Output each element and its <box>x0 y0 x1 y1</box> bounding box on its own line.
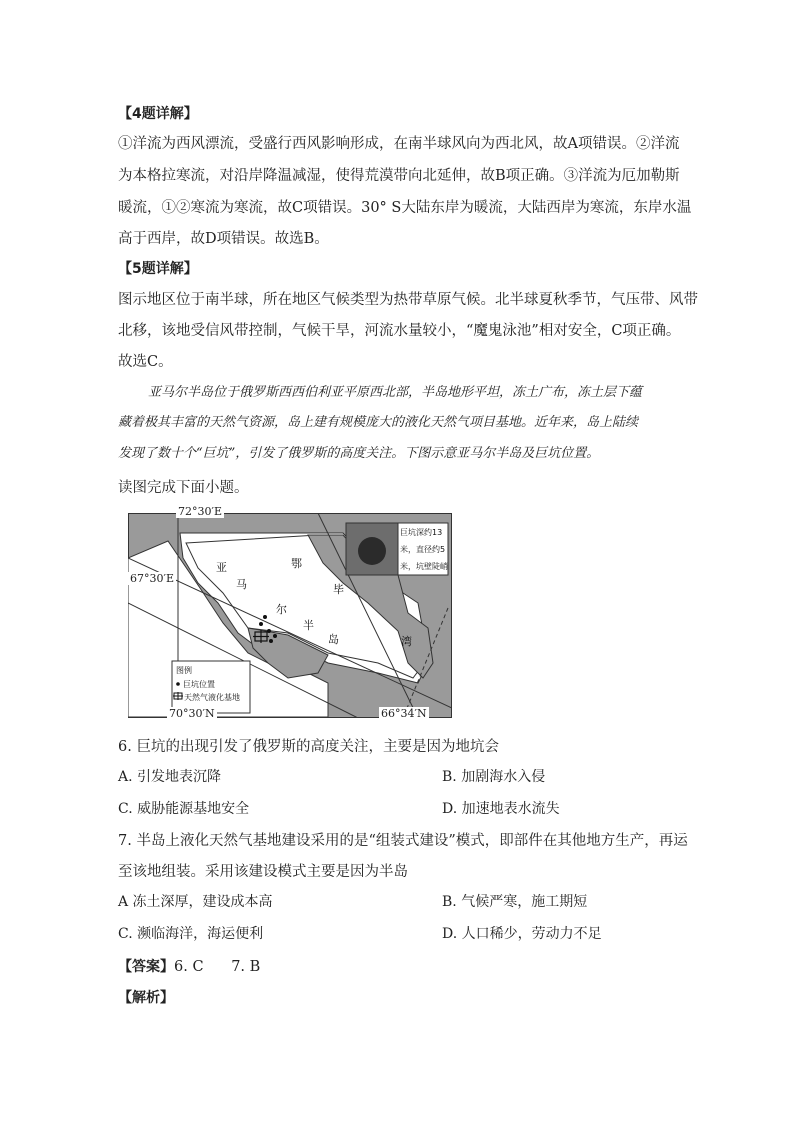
yamal-peninsula-map <box>128 513 452 718</box>
answer-label: 【答案】 <box>118 959 174 975</box>
crater-dot <box>259 622 263 626</box>
q5-heading: 【5题详解】 <box>118 261 198 277</box>
peninsula-char-5: 岛 <box>328 633 339 646</box>
peninsula-char-4: 半 <box>303 619 314 632</box>
q7-stem-line-2: 至该地组装。采用该建设模式主要是因为半岛 <box>118 864 408 880</box>
bay-char-1: 鄂 <box>291 557 302 570</box>
q7-option-a: A 冻土深厚，建设成本高 <box>118 894 273 910</box>
q5-line-2: 北移，该地受信风带控制，气候干旱，河流水量较小，“魔鬼泳池”相对安全，C项正确。 <box>118 323 681 339</box>
crater-dot <box>269 639 273 643</box>
q4-line-4: 高于西岸，故D项错误。故选B。 <box>118 231 329 247</box>
passage-line-1: 亚马尔半岛位于俄罗斯西西伯利亚平原西北部，半岛地形平坦，冻土广布，冻土层下蕴 <box>148 385 643 400</box>
bay-char-2: 毕 <box>333 583 344 596</box>
q7-stem-line-1: 7. 半岛上液化天然气基地建设采用的是“组装式建设”模式，即部件在其他地方生产，再运 <box>118 833 688 849</box>
q4-line-3: 暖流，①②寒流为寒流，故C项错误。30° S大陆东岸为暖流，大陆西岸为寒流，东岸水温 <box>118 200 692 216</box>
answer-line <box>118 951 678 983</box>
q5-line-1: 图示地区位于南半球，所在地区气候类型为热带草原气候。北半球夏秋季节，气压带、风带 <box>118 292 698 308</box>
passage-line-3: 发现了数十个“巨坑”，引发了俄罗斯的高度关注。下图示意亚马尔半岛及巨坑位置。 <box>118 446 600 461</box>
crater-dot <box>267 629 271 633</box>
q6-option-c: C. 威胁能源基地安全 <box>118 801 250 817</box>
lat-bottom-right-label: 66°34′N <box>381 707 427 720</box>
q6-option-d: D. 加速地表水流失 <box>442 801 560 817</box>
instruction: 读图完成下面小题。 <box>118 480 249 496</box>
passage-line-2: 藏着极其丰富的天然气资源，岛上建有规模庞大的液化天然气项目基地。近年来，岛上陆续 <box>118 415 639 430</box>
q6-option-a: A. 引发地表沉降 <box>118 769 222 785</box>
lat-left-label: 67°30′E <box>130 572 175 585</box>
inset-caption-3: 米，坑壁陡峭 <box>400 562 448 571</box>
q6-option-b: B. 加剧海水入侵 <box>442 769 546 785</box>
lng-base-icon <box>253 630 269 643</box>
analysis-heading: 【解析】 <box>118 990 174 1006</box>
peninsula-char-1: 亚 <box>216 561 227 574</box>
legend-base: 天然气液化基地 <box>184 693 240 702</box>
q7-option-d: D. 人口稀少，劳动力不足 <box>442 926 602 942</box>
q7-option-c: C. 濒临海洋，海运便利 <box>118 926 264 942</box>
legend-title: 图例 <box>176 666 192 675</box>
inset-caption-1: 巨坑深约13 <box>400 528 443 537</box>
peninsula-char-3: 尔 <box>276 603 287 616</box>
bay-char-3: 湾 <box>401 635 412 648</box>
q4-line-2: 为本格拉寒流，对沿岸降温减湿，使得荒漠带向北延伸，故B项正确。③洋流为厄加勒斯 <box>118 168 680 184</box>
legend-crater: 巨坑位置 <box>183 680 215 689</box>
lon-top-label: 72°30′E <box>178 505 223 518</box>
q4-heading: 【4题详解】 <box>118 106 198 122</box>
answer-values: 6. C 7. B <box>174 959 261 975</box>
q6-stem: 6. 巨坑的出现引发了俄罗斯的高度关注，主要是因为地坑会 <box>118 739 499 755</box>
q5-line-3: 故选C。 <box>118 354 173 370</box>
inset-caption-2: 米，直径约5 <box>400 545 446 554</box>
q7-option-b: B. 气候严寒，施工期短 <box>442 894 588 910</box>
crater-dot <box>263 615 267 619</box>
crater-dot <box>273 634 277 638</box>
q4-line-1: ①洋流为西风漂流，受盛行西风影响形成，在南半球风向为西北风，故A项错误。②洋流 <box>118 136 680 152</box>
peninsula-char-2: 马 <box>236 578 247 591</box>
lat-bottom-left-label: 70°30′N <box>169 707 215 720</box>
